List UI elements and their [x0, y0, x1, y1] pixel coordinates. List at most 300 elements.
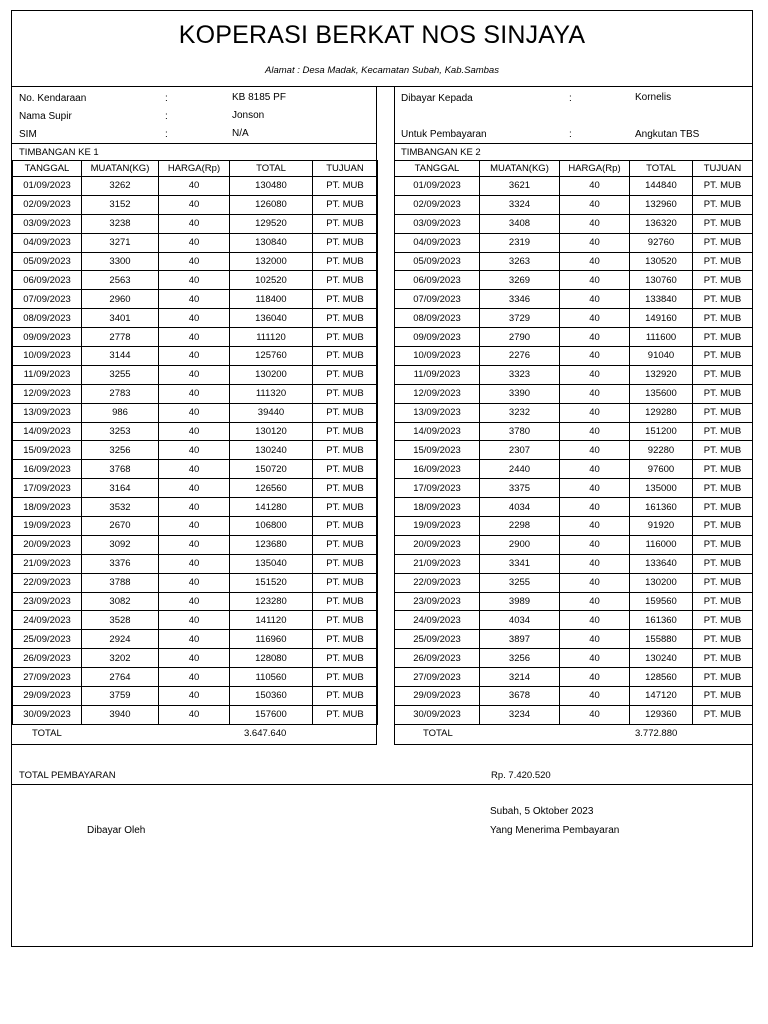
- table-cell: 22/09/2023: [395, 573, 480, 592]
- table-cell: 132920: [630, 365, 693, 384]
- table-cell: 3238: [82, 214, 159, 233]
- table-cell: 02/09/2023: [395, 195, 480, 214]
- table-row: [13, 517, 378, 536]
- table-row: [13, 554, 378, 573]
- table-cell: PT. MUB: [313, 573, 378, 592]
- table-row: [395, 705, 753, 724]
- table-cell: 130840: [230, 233, 313, 252]
- table-cell: 40: [159, 592, 230, 611]
- table-cell: 01/09/2023: [395, 177, 480, 196]
- table-cell: PT. MUB: [313, 195, 378, 214]
- table-cell: 40: [560, 630, 630, 649]
- table-cell: 06/09/2023: [395, 271, 480, 290]
- column-header: MUATAN(KG): [82, 161, 159, 177]
- table-cell: 40: [560, 177, 630, 196]
- table-cell: PT. MUB: [693, 517, 753, 536]
- total-payment-value: Rp. 7.420.520: [491, 770, 551, 781]
- table-cell: 15/09/2023: [395, 441, 480, 460]
- table-row: [13, 384, 378, 403]
- table-cell: PT. MUB: [693, 687, 753, 706]
- table-row: [395, 479, 753, 498]
- table-cell: 123280: [230, 592, 313, 611]
- table-cell: 149160: [630, 309, 693, 328]
- table-cell: 40: [159, 195, 230, 214]
- table-cell: PT. MUB: [313, 535, 378, 554]
- table-cell: 144840: [630, 177, 693, 196]
- table-cell: PT. MUB: [693, 630, 753, 649]
- column-header: MUATAN(KG): [480, 161, 560, 177]
- table-cell: PT. MUB: [313, 649, 378, 668]
- table-cell: PT. MUB: [693, 498, 753, 517]
- table-cell: PT. MUB: [313, 309, 378, 328]
- table-cell: 40: [560, 705, 630, 724]
- document-address: Alamat : Desa Madak, Kecamatan Subah, Kab.Sambas: [265, 65, 499, 76]
- table-cell: PT. MUB: [693, 365, 753, 384]
- table-row: [395, 422, 753, 441]
- table-cell: PT. MUB: [693, 233, 753, 252]
- table-cell: 40: [560, 460, 630, 479]
- table-cell: 3202: [82, 649, 159, 668]
- table-cell: 17/09/2023: [13, 479, 82, 498]
- table-cell: 15/09/2023: [13, 441, 82, 460]
- table-cell: PT. MUB: [693, 611, 753, 630]
- table-cell: 3324: [480, 195, 560, 214]
- table-row: [13, 535, 378, 554]
- table-cell: 05/09/2023: [395, 252, 480, 271]
- table2-total-value: 3.772.880: [635, 728, 678, 739]
- table-cell: PT. MUB: [693, 460, 753, 479]
- table-cell: 111600: [630, 328, 693, 347]
- table-cell: 18/09/2023: [13, 498, 82, 517]
- table-cell: 2783: [82, 384, 159, 403]
- table-cell: 40: [159, 328, 230, 347]
- table-cell: 106800: [230, 517, 313, 536]
- info-value: KB 8185 PF: [232, 92, 286, 103]
- table-cell: 3341: [480, 554, 560, 573]
- info-value: Kornelis: [635, 92, 672, 103]
- table-cell: 40: [560, 649, 630, 668]
- table-cell: 39440: [230, 403, 313, 422]
- table-row: [13, 195, 378, 214]
- table-cell: 08/09/2023: [13, 309, 82, 328]
- table-row: [395, 347, 753, 366]
- table-cell: 3376: [82, 554, 159, 573]
- table-row: [13, 328, 378, 347]
- table-cell: PT. MUB: [313, 687, 378, 706]
- table-cell: 40: [560, 479, 630, 498]
- table-row: [395, 271, 753, 290]
- table-cell: 40: [159, 384, 230, 403]
- table-cell: 2307: [480, 441, 560, 460]
- table-cell: 40: [159, 687, 230, 706]
- table-cell: 40: [159, 290, 230, 309]
- table-row: [13, 611, 378, 630]
- table-cell: 40: [159, 233, 230, 252]
- table-cell: 3940: [82, 705, 159, 724]
- table-cell: 151520: [230, 573, 313, 592]
- document-frame: [11, 10, 753, 947]
- table-cell: 40: [560, 668, 630, 687]
- table-cell: PT. MUB: [313, 554, 378, 573]
- table-row: [13, 309, 378, 328]
- table-row: [395, 573, 753, 592]
- table-cell: 12/09/2023: [13, 384, 82, 403]
- table-cell: 92280: [630, 441, 693, 460]
- table-cell: 40: [159, 649, 230, 668]
- table-cell: 3729: [480, 309, 560, 328]
- table-cell: 3164: [82, 479, 159, 498]
- table-cell: PT. MUB: [313, 668, 378, 687]
- divider: [12, 784, 752, 785]
- table1-total-label: TOTAL: [32, 728, 62, 739]
- table-cell: 111120: [230, 328, 313, 347]
- table-row: [395, 233, 753, 252]
- table-cell: 102520: [230, 271, 313, 290]
- table-cell: PT. MUB: [693, 554, 753, 573]
- table-cell: 40: [159, 460, 230, 479]
- table-cell: PT. MUB: [313, 214, 378, 233]
- table-cell: PT. MUB: [313, 611, 378, 630]
- table-cell: 161360: [630, 611, 693, 630]
- table-cell: 01/09/2023: [13, 177, 82, 196]
- table-cell: 3144: [82, 347, 159, 366]
- table-cell: 17/09/2023: [395, 479, 480, 498]
- table-cell: 126560: [230, 479, 313, 498]
- table-cell: 40: [159, 309, 230, 328]
- table-cell: 2960: [82, 290, 159, 309]
- table-cell: 2319: [480, 233, 560, 252]
- table-cell: 3768: [82, 460, 159, 479]
- table-cell: 130520: [630, 252, 693, 271]
- table-cell: 133840: [630, 290, 693, 309]
- table-cell: 147120: [630, 687, 693, 706]
- table-row: [395, 309, 753, 328]
- table-cell: PT. MUB: [313, 630, 378, 649]
- table-cell: 13/09/2023: [13, 403, 82, 422]
- table-cell: 3092: [82, 535, 159, 554]
- table-cell: 21/09/2023: [13, 554, 82, 573]
- table-cell: PT. MUB: [693, 705, 753, 724]
- table-cell: 40: [159, 554, 230, 573]
- table-cell: 40: [159, 441, 230, 460]
- table-cell: 40: [560, 328, 630, 347]
- table-cell: 3375: [480, 479, 560, 498]
- table-cell: 3390: [480, 384, 560, 403]
- table-cell: 2900: [480, 535, 560, 554]
- table-cell: 155880: [630, 630, 693, 649]
- info-label: No. Kendaraan: [19, 93, 87, 104]
- info-value: Jonson: [232, 110, 265, 121]
- table-cell: PT. MUB: [693, 177, 753, 196]
- table-cell: 40: [560, 309, 630, 328]
- table-cell: 3989: [480, 592, 560, 611]
- table-row: [13, 479, 378, 498]
- table-cell: 26/09/2023: [395, 649, 480, 668]
- table-cell: 20/09/2023: [13, 535, 82, 554]
- table-cell: 129520: [230, 214, 313, 233]
- table-cell: PT. MUB: [313, 271, 378, 290]
- table-cell: PT. MUB: [693, 422, 753, 441]
- table-cell: 3255: [82, 365, 159, 384]
- table-row: [13, 687, 378, 706]
- table-cell: 40: [560, 535, 630, 554]
- table-cell: 3780: [480, 422, 560, 441]
- table-cell: 128560: [630, 668, 693, 687]
- table-cell: PT. MUB: [313, 705, 378, 724]
- table-row: [13, 668, 378, 687]
- table-cell: 25/09/2023: [13, 630, 82, 649]
- table-row: [395, 177, 753, 196]
- table-cell: 2924: [82, 630, 159, 649]
- table-cell: PT. MUB: [313, 384, 378, 403]
- info-value: N/A: [232, 128, 249, 139]
- table-cell: 40: [159, 347, 230, 366]
- table-cell: 132000: [230, 252, 313, 271]
- column-header: TANGGAL: [13, 161, 82, 177]
- table-cell: 40: [560, 403, 630, 422]
- table-cell: 19/09/2023: [13, 517, 82, 536]
- table-cell: 40: [560, 573, 630, 592]
- divider: [12, 143, 377, 144]
- table-cell: 40: [159, 535, 230, 554]
- table-cell: 3271: [82, 233, 159, 252]
- table-cell: 116000: [630, 535, 693, 554]
- table-cell: 123680: [230, 535, 313, 554]
- table-cell: PT. MUB: [693, 290, 753, 309]
- table1-total-value: 3.647.640: [244, 728, 287, 739]
- column-header: TOTAL: [630, 161, 693, 177]
- column-header: TUJUAN: [313, 161, 378, 177]
- table-cell: 19/09/2023: [395, 517, 480, 536]
- table-cell: 40: [159, 611, 230, 630]
- table-cell: 130120: [230, 422, 313, 441]
- table-row: [395, 384, 753, 403]
- table-cell: PT. MUB: [313, 403, 378, 422]
- table-cell: PT. MUB: [313, 290, 378, 309]
- table-cell: 3788: [82, 573, 159, 592]
- table-cell: 3408: [480, 214, 560, 233]
- table-cell: 13/09/2023: [395, 403, 480, 422]
- table2-total-label: TOTAL: [423, 728, 453, 739]
- table-cell: PT. MUB: [313, 365, 378, 384]
- table-cell: 40: [159, 252, 230, 271]
- table-cell: 06/09/2023: [13, 271, 82, 290]
- place-date: Subah, 5 Oktober 2023: [490, 806, 594, 817]
- table-cell: 136320: [630, 214, 693, 233]
- table-cell: 3234: [480, 705, 560, 724]
- table-cell: 3253: [82, 422, 159, 441]
- table-cell: 150360: [230, 687, 313, 706]
- table2-title: TIMBANGAN KE 2: [401, 147, 481, 158]
- table-cell: PT. MUB: [313, 233, 378, 252]
- table-cell: 4034: [480, 611, 560, 630]
- table-cell: 3897: [480, 630, 560, 649]
- table-cell: 2440: [480, 460, 560, 479]
- table-cell: PT. MUB: [693, 573, 753, 592]
- table-cell: 40: [560, 687, 630, 706]
- table-cell: 151200: [630, 422, 693, 441]
- table-cell: 116960: [230, 630, 313, 649]
- table-cell: 2563: [82, 271, 159, 290]
- table-cell: 40: [159, 668, 230, 687]
- table-cell: PT. MUB: [693, 252, 753, 271]
- table-cell: 40: [560, 611, 630, 630]
- table-cell: 40: [560, 498, 630, 517]
- table-cell: 40: [560, 252, 630, 271]
- info-value: Angkutan TBS: [635, 129, 700, 140]
- table-cell: 130480: [230, 177, 313, 196]
- table-cell: 40: [159, 403, 230, 422]
- table-cell: PT. MUB: [693, 195, 753, 214]
- table-row: [395, 460, 753, 479]
- table-cell: PT. MUB: [693, 535, 753, 554]
- table-row: [13, 347, 378, 366]
- table-cell: 29/09/2023: [13, 687, 82, 706]
- table-cell: 22/09/2023: [13, 573, 82, 592]
- table-cell: 40: [159, 517, 230, 536]
- table-cell: 3346: [480, 290, 560, 309]
- table-cell: 130240: [230, 441, 313, 460]
- table-cell: 23/09/2023: [395, 592, 480, 611]
- table-cell: PT. MUB: [313, 517, 378, 536]
- table-cell: 141120: [230, 611, 313, 630]
- table-row: [395, 611, 753, 630]
- table-cell: 3255: [480, 573, 560, 592]
- info-label: Nama Supir: [19, 111, 72, 122]
- table-row: [395, 498, 753, 517]
- table-cell: PT. MUB: [313, 460, 378, 479]
- table-cell: PT. MUB: [693, 403, 753, 422]
- paid-by-label: Dibayar Oleh: [87, 825, 146, 836]
- table-cell: 16/09/2023: [13, 460, 82, 479]
- table-cell: 07/09/2023: [13, 290, 82, 309]
- table-cell: PT. MUB: [313, 347, 378, 366]
- table-header-row: [395, 161, 753, 177]
- table-cell: 150720: [230, 460, 313, 479]
- table-cell: PT. MUB: [313, 498, 378, 517]
- table-cell: 40: [159, 630, 230, 649]
- table-cell: 26/09/2023: [13, 649, 82, 668]
- column-header: TUJUAN: [693, 161, 753, 177]
- table-cell: 2298: [480, 517, 560, 536]
- table-cell: 92760: [630, 233, 693, 252]
- table-cell: 30/09/2023: [395, 705, 480, 724]
- table-cell: 130240: [630, 649, 693, 668]
- table-cell: 27/09/2023: [13, 668, 82, 687]
- table-cell: PT. MUB: [693, 309, 753, 328]
- table-header-row: [13, 161, 378, 177]
- table-cell: 3082: [82, 592, 159, 611]
- table-cell: 40: [560, 233, 630, 252]
- table-row: [395, 290, 753, 309]
- column-header: TANGGAL: [395, 161, 480, 177]
- table-cell: 20/09/2023: [395, 535, 480, 554]
- table1-title: TIMBANGAN KE 1: [19, 147, 99, 158]
- info-label: Untuk Pembayaran: [401, 129, 487, 140]
- table-cell: 97600: [630, 460, 693, 479]
- table-row: [395, 649, 753, 668]
- table-cell: 16/09/2023: [395, 460, 480, 479]
- table-cell: 2790: [480, 328, 560, 347]
- table-cell: 91040: [630, 347, 693, 366]
- table-cell: 40: [560, 195, 630, 214]
- info-colon: :: [569, 93, 572, 104]
- table-cell: PT. MUB: [693, 271, 753, 290]
- table-cell: 11/09/2023: [395, 365, 480, 384]
- table-row: [13, 177, 378, 196]
- table-cell: 2778: [82, 328, 159, 347]
- table-row: [13, 630, 378, 649]
- table-cell: 40: [560, 271, 630, 290]
- table-cell: PT. MUB: [693, 328, 753, 347]
- column-header: HARGA(Rp): [159, 161, 230, 177]
- column-header: HARGA(Rp): [560, 161, 630, 177]
- table-cell: 3532: [82, 498, 159, 517]
- table-cell: 25/09/2023: [395, 630, 480, 649]
- table-cell: 135600: [630, 384, 693, 403]
- document-title: KOPERASI BERKAT NOS SINJAYA: [178, 21, 586, 49]
- table-cell: 24/09/2023: [13, 611, 82, 630]
- table-cell: 40: [159, 271, 230, 290]
- table-cell: 24/09/2023: [395, 611, 480, 630]
- table-cell: 161360: [630, 498, 693, 517]
- table-cell: 12/09/2023: [395, 384, 480, 403]
- table-cell: PT. MUB: [693, 668, 753, 687]
- info-colon: :: [165, 93, 168, 104]
- table-cell: 02/09/2023: [13, 195, 82, 214]
- table-cell: 40: [159, 573, 230, 592]
- info-colon: :: [165, 111, 168, 122]
- divider: [394, 744, 752, 745]
- table-cell: PT. MUB: [693, 347, 753, 366]
- table-cell: 125760: [230, 347, 313, 366]
- table-cell: 111320: [230, 384, 313, 403]
- table-cell: PT. MUB: [693, 592, 753, 611]
- table-cell: 129360: [630, 705, 693, 724]
- table-cell: 23/09/2023: [13, 592, 82, 611]
- table-row: [395, 403, 753, 422]
- table-cell: 40: [159, 705, 230, 724]
- table-cell: 3300: [82, 252, 159, 271]
- table-cell: PT. MUB: [693, 441, 753, 460]
- table-row: [13, 422, 378, 441]
- table-cell: 14/09/2023: [395, 422, 480, 441]
- table-cell: 129280: [630, 403, 693, 422]
- table-cell: 3262: [82, 177, 159, 196]
- table-cell: 40: [560, 365, 630, 384]
- table-row: [395, 252, 753, 271]
- info-label: SIM: [19, 129, 37, 140]
- table-cell: 09/09/2023: [13, 328, 82, 347]
- table-row: [395, 668, 753, 687]
- table-cell: 3323: [480, 365, 560, 384]
- table-cell: 130200: [630, 573, 693, 592]
- table-cell: 3269: [480, 271, 560, 290]
- table-row: [395, 592, 753, 611]
- table-row: [395, 195, 753, 214]
- table-cell: 40: [560, 422, 630, 441]
- table-cell: PT. MUB: [313, 422, 378, 441]
- table-row: [13, 592, 378, 611]
- table-row: [13, 290, 378, 309]
- table-cell: 3759: [82, 687, 159, 706]
- table-cell: 130760: [630, 271, 693, 290]
- table-cell: 2276: [480, 347, 560, 366]
- table-cell: 40: [560, 290, 630, 309]
- table-cell: 30/09/2023: [13, 705, 82, 724]
- table-cell: PT. MUB: [693, 479, 753, 498]
- table-cell: 3621: [480, 177, 560, 196]
